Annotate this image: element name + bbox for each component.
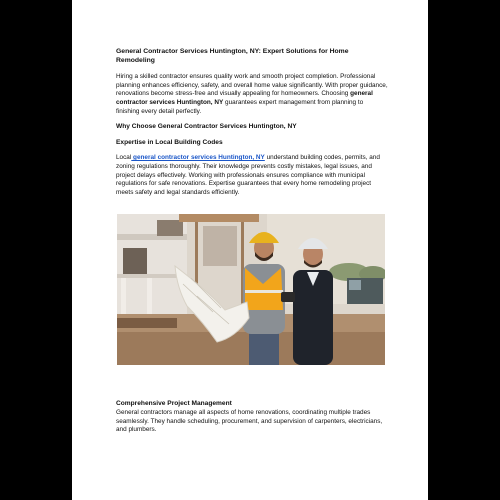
construction-photo-illustration <box>117 214 385 365</box>
truck-window <box>349 280 361 290</box>
tablet-icon <box>281 292 295 302</box>
house-middle <box>203 226 237 266</box>
intro-text-before: Hiring a skilled contractor ensures quality work and smooth project completion. Professional planning enhances efficiency, safety, and overall home value significantly. With proper guidance, renovations become stress-free and visually appealing for homeowners. Choosing <box>116 73 388 98</box>
document-title: General Contractor Services Huntington, NY: Expert Solutions for Home Remodeling <box>116 48 349 64</box>
section-heading-codes: Expertise in Local Building Codes <box>116 138 223 146</box>
construction-photo <box>117 214 385 365</box>
codes-link[interactable]: general contractor services Huntington, NY <box>131 154 265 162</box>
intro-bold-keyword: general contractor services Huntington, NY <box>116 90 373 106</box>
section-heading-why: Why Choose General Contractor Services Huntington, NY <box>116 123 297 131</box>
codes-prefix: Local <box>116 154 132 162</box>
section-heading-management: Comprehensive Project Management <box>116 400 232 407</box>
lumber-pile <box>117 318 177 328</box>
codes-paragraph <box>116 154 388 197</box>
intro-paragraph <box>116 73 388 116</box>
document-content <box>116 48 388 204</box>
codes-text: understand building codes, permits, and zoning regulations thoroughly. Their knowledge prevents costly mistakes, legal issues, and project delays effectively. Working with professionals ensures compliance with municipal regulations for safe renovations. Expertise guarantees that every home remodeling project meets safety and legal standards efficiently. <box>116 154 380 196</box>
worker-left-jeans <box>249 332 279 365</box>
porch-rail <box>117 274 185 278</box>
house-window-upper <box>157 220 183 236</box>
scaffold-beam <box>179 214 259 222</box>
house-window <box>123 248 147 274</box>
document-page <box>72 0 428 500</box>
intro-text-after: guarantees expert management from planning to finishing every detail perfectly. <box>116 98 364 115</box>
management-paragraph: General contractors manage all aspects of home renovations, coordinating multiple trades seamlessly. They handle scheduling, procurement, and supervision of carpenters, electricians, and plumbers. <box>116 409 383 434</box>
vest-stripe <box>245 290 283 293</box>
